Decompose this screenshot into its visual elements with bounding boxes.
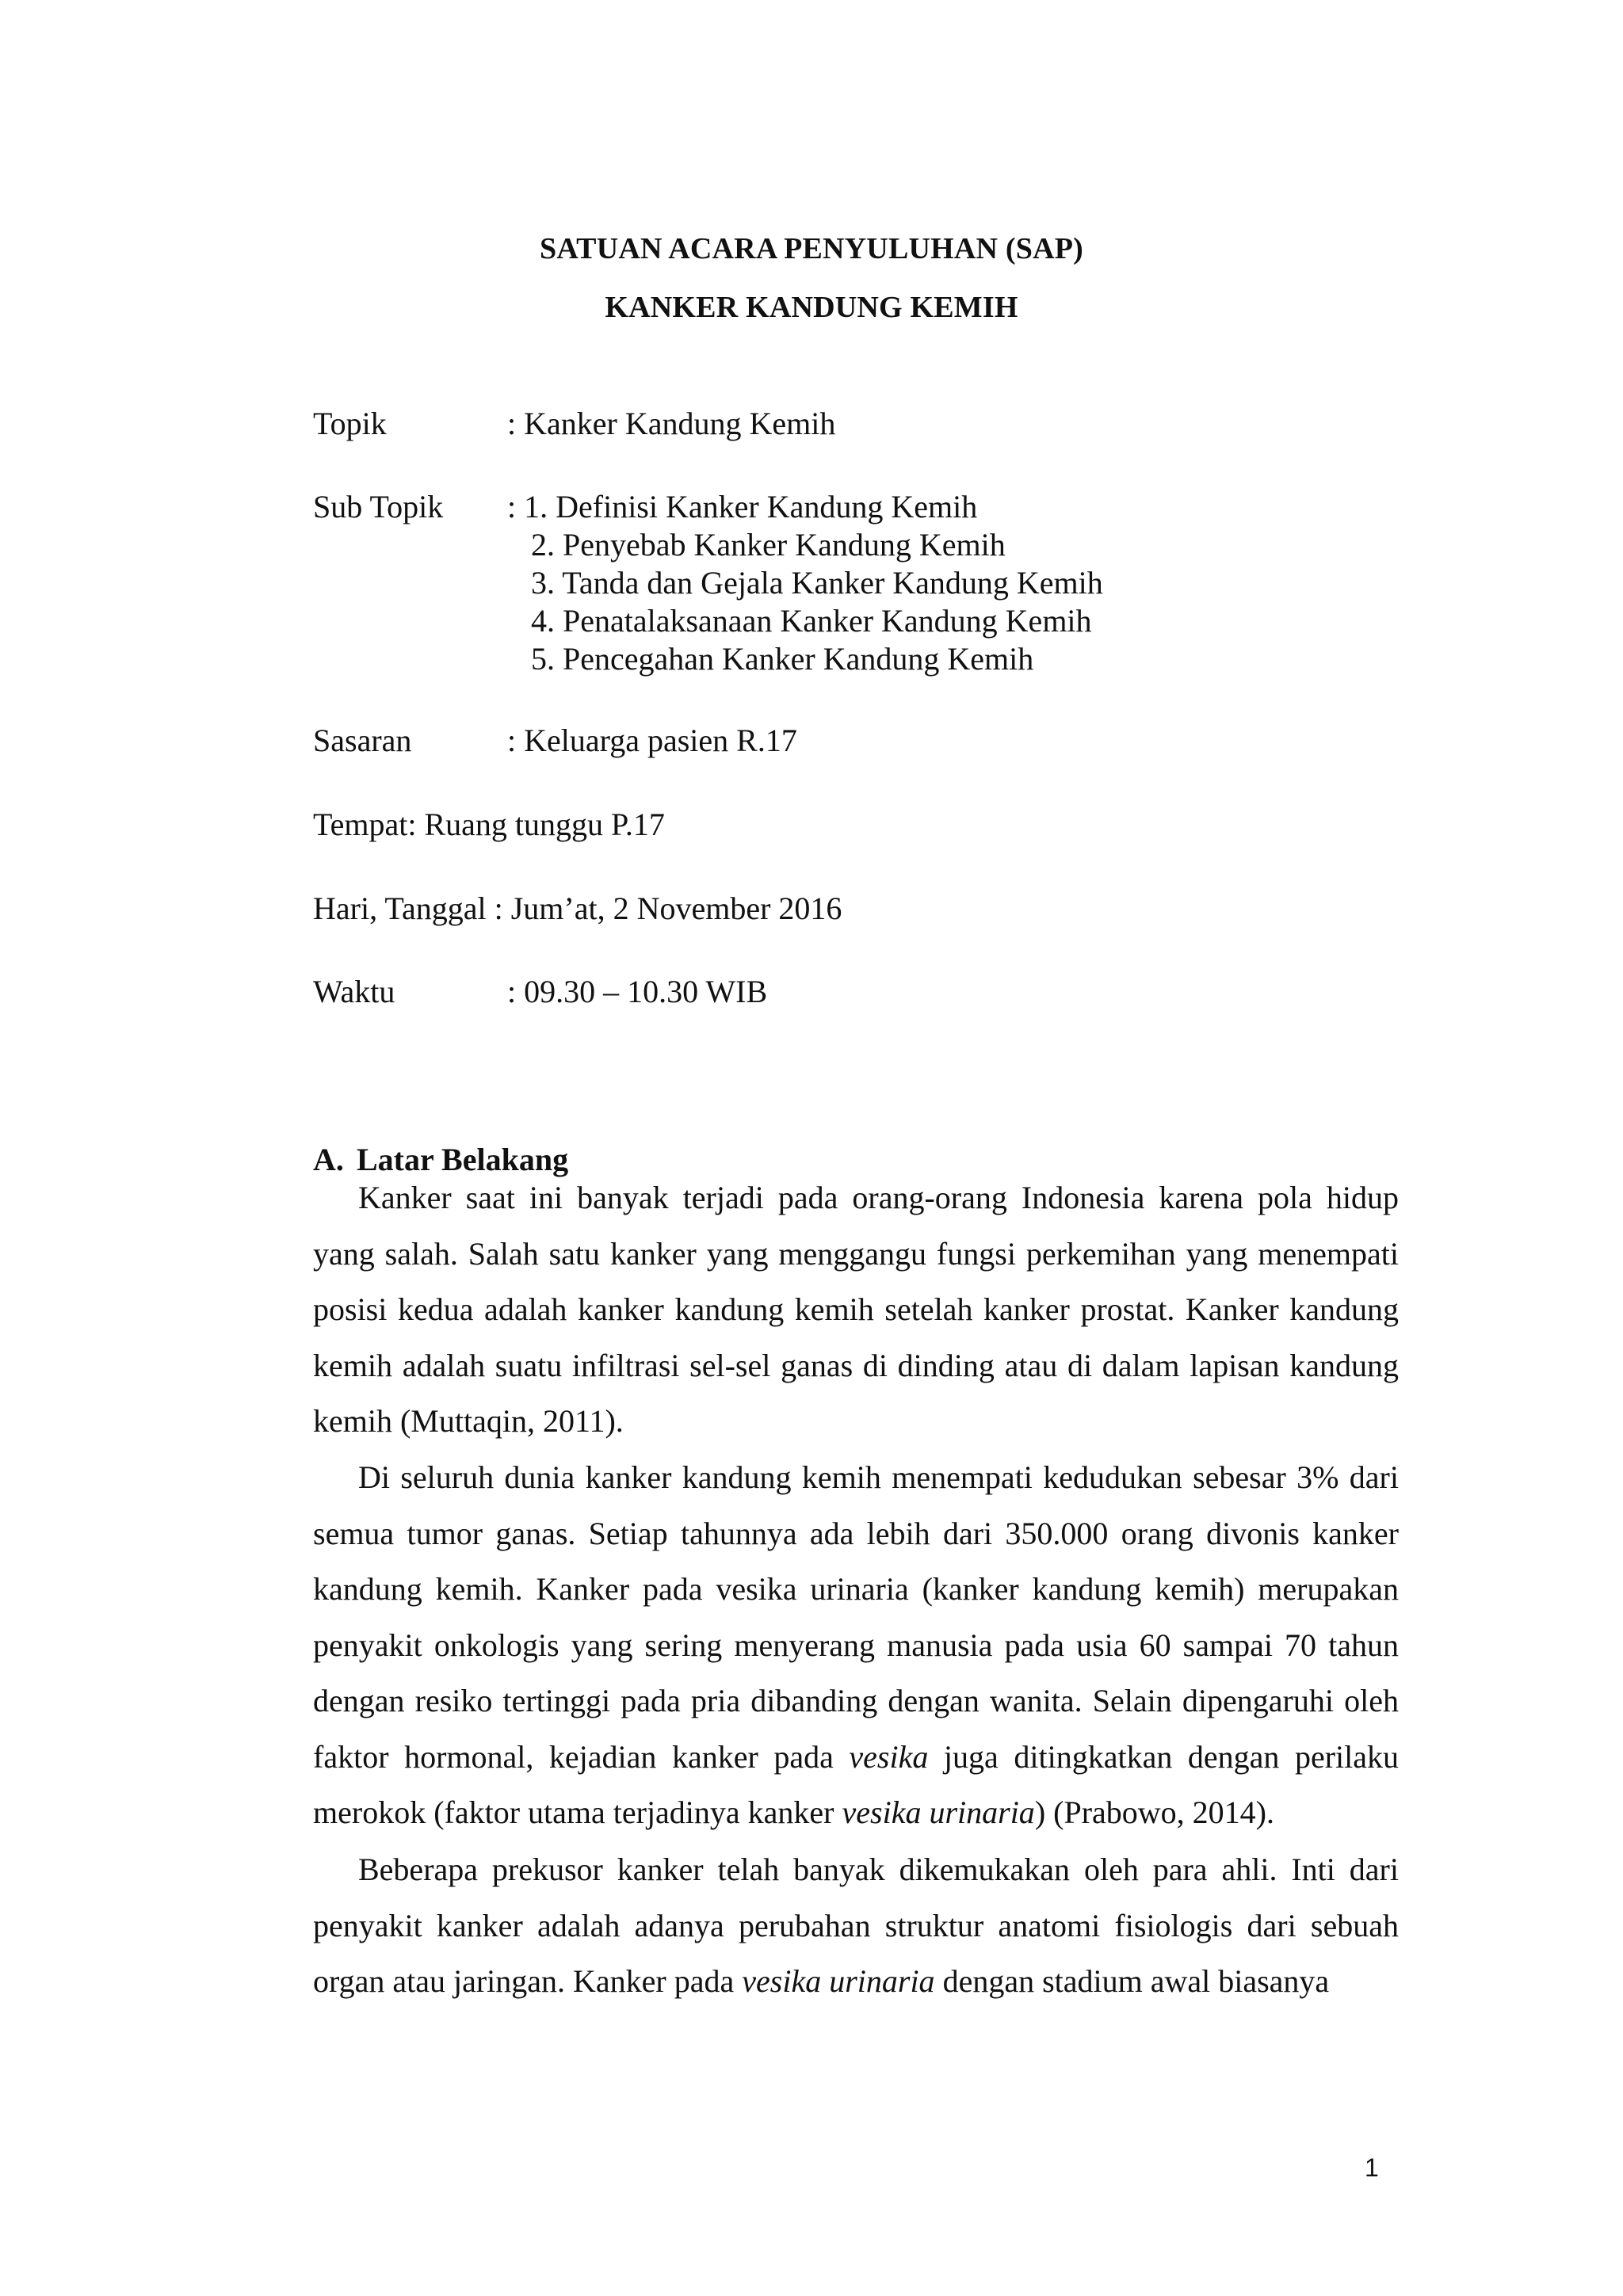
topik-value: : Kanker Kandung Kemih [507,406,836,441]
paragraph-2 [313,1450,1399,1841]
paragraph-3-italic: vesika urinaria [742,1963,935,1999]
sub-topik-item-5: 5. Pencegahan Kanker Kandung Kemih [531,641,1034,677]
waktu-value: : 09.30 – 10.30 WIB [507,974,768,1009]
sub-topik-list [531,526,1103,678]
paragraph-3-part-a: Beberapa prekusor kanker telah banyak dikemukakan oleh para ahli. Inti dari penyakit kanker adalah adanya perubahan struktur anatomi fisiologis dari sebuah organ atau jaringan. Kanker pada [313,1852,1399,1999]
paragraph-2-part-a: Di seluruh dunia kanker kandung kemih menempati kedudukan sebesar 3% dari semua tumor ganas. Setiap tahunnya ada lebih dari 350.000 orang divonis kanker kandung kemih. Kanker pada vesika urinaria (kanker kandung kemih) merupakan penyakit onkologis yang sering menyerang manusia pada usia 60 sampai 70 tahun dengan resiko tertinggi pada pria dibanding dengan wanita. Selain dipengaruhi oleh faktor hormonal, kejadian kanker pada [313,1459,1399,1775]
document-subtitle: KANKER KANDUNG KEMIH [605,291,1018,324]
sub-topik-item-3: 3. Tanda dan Gejala Kanker Kandung Kemih [531,565,1103,601]
hari-tanggal-row [313,890,842,928]
sub-topik-item-2: 2. Penyebab Kanker Kandung Kemih [531,527,1006,563]
paragraph-2-part-b: juga ditingkatkan dengan perilaku merokok (faktor utama terjadinya kanker [313,1738,1399,1830]
tempat-text: Tempat: Ruang tunggu P.17 [313,807,665,842]
paragraph-2-italic-1: vesika [849,1738,929,1775]
page-number: 1 [1365,2153,1379,2182]
topik-label: Topik [313,406,387,441]
sub-topik-item-1: : 1. Definisi Kanker Kandung Kemih [507,489,978,524]
sub-topik-label: Sub Topik [313,489,444,524]
document-title: SATUAN ACARA PENYULUHAN (SAP) [540,232,1083,265]
sasaran-value: : Keluarga pasien R.17 [507,723,797,758]
section-a-title: Latar Belakang [357,1142,569,1177]
tempat-row [313,806,665,844]
sub-topik-item-4: 4. Penatalaksanaan Kanker Kandung Kemih [531,603,1092,639]
paragraph-1: Kanker saat ini banyak terjadi pada orang-orang Indonesia karena pola hidup yang salah. Salah satu kanker yang menggangu fungsi perkemihan yang menempati posisi kedua adalah kanker kandung kemih setelah kanker prostat. Kanker kandung kemih adalah suatu infiltrasi sel-sel ganas di dinding atau di dalam lapisan kandung kemih (Muttaqin, 2011). [313,1180,1399,1439]
paragraph-3 [313,1842,1399,2010]
paragraph-2-italic-2: vesika urinaria [842,1794,1035,1830]
section-a-letter: A. [313,1142,344,1177]
paragraph-3-part-b: dengan stadium awal biasanya [934,1963,1330,1999]
paragraph-2-part-c: ) (Prabowo, 2014). [1034,1794,1274,1830]
waktu-label: Waktu [313,974,395,1009]
hari-tanggal-text: Hari, Tanggal : Jum’at, 2 November 2016 [313,891,842,926]
sasaran-label: Sasaran [313,723,412,758]
